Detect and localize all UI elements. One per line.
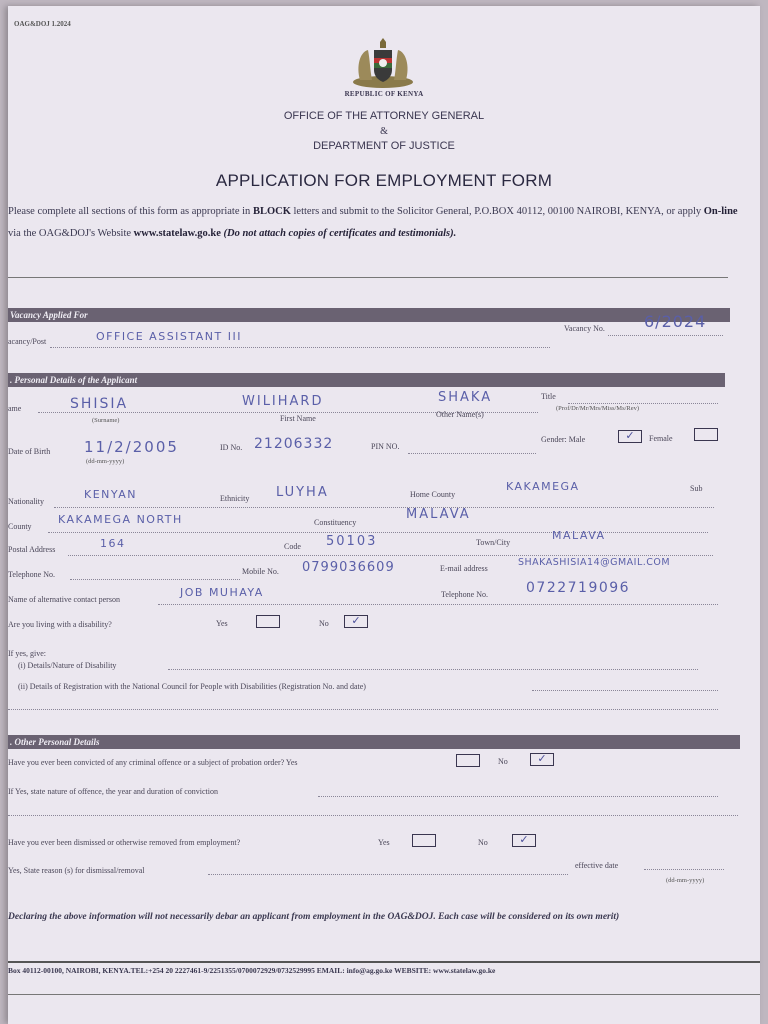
email-label: E-mail address [440,564,488,573]
gender-female-checkbox[interactable] [694,428,718,441]
id-no-label: ID No. [220,443,243,452]
county-label: County [8,522,32,531]
constituency-value[interactable]: MALAVA [406,507,471,522]
if-yes-label: If yes, give: [8,649,46,658]
title-caption: (Prof/Dr/Mr/Mrs/Miss/Ms/Rev) [556,405,640,412]
town-city-label: Town/City [476,538,511,547]
postal-code-value[interactable]: 50103 [326,534,378,549]
divider [8,277,728,278]
dismissal-yes-checkbox[interactable] [412,834,436,847]
first-name-value[interactable]: WILIHARD [242,394,324,409]
declaration-text: Declaring the above information will not necessarily debar an applicant from employment in the OAG&DOJ. Each case will be considered on its own merit) [8,912,620,922]
form-page [8,6,760,1024]
sub-county-label: Sub [690,484,703,493]
dob-label: Date of Birth [8,447,51,456]
other-names-value[interactable]: SHAKA [438,390,493,405]
vacancy-post-value[interactable]: OFFICE ASSISTANT III [96,330,242,343]
other-names-caption: Other Name(s) [436,410,484,419]
surname-caption: (Surname) [92,417,120,424]
office-ampersand: & [380,126,388,137]
footer-divider [8,961,760,963]
id-no-value[interactable]: 21206332 [254,436,334,452]
republic-heading: REPUBLIC OF KENYA [344,90,424,98]
dismissal-yes-label: Yes [378,838,390,847]
county-value[interactable]: KAKAMEGA NORTH [58,513,183,526]
first-name-caption: First Name [280,414,316,423]
footer-divider-bottom [8,994,760,995]
title-label: Title [541,392,556,401]
vacancy-no-label: Vacancy No. [564,324,605,333]
postal-address-value[interactable]: 164 [100,537,126,550]
coat-of-arms-icon [348,36,418,90]
alt-telephone-label: Telephone No. [441,590,488,599]
email-value[interactable]: SHAKASHISIA14@GMAIL.COM [518,557,671,568]
vacancy-post-label: acancy/Post [8,337,47,346]
conviction-question: Have you ever been convicted of any criminal offence or a subject of probation order? Yes [8,758,298,767]
dob-caption: (dd-mm-yyyy) [86,458,125,465]
disability-no-checkbox[interactable]: ✓ [344,615,368,628]
dismissal-no-label: No [478,838,488,847]
gender-female-label: Female [649,434,673,443]
home-county-value[interactable]: KAKAMEGA [506,480,580,493]
postal-address-label: Postal Address [8,545,56,554]
dob-value[interactable]: 11/2/2005 [84,438,179,456]
footer-contact: Box 40112-00100, NAIROBI, KENYA.TEL:+254 20 2227461-9/2251355/0700072929/0732529995 EMAIL: info@ag.go.ke WEBSITE: www.statelaw.go.ke [8,966,496,975]
offence-details-label: If Yes, state nature of offence, the year and duration of conviction [8,787,219,796]
conviction-yes-checkbox[interactable] [456,754,480,767]
ethnicity-label: Ethnicity [220,494,250,503]
mobile-value[interactable]: 0799036609 [302,560,395,575]
alt-contact-value[interactable]: JOB MUHAYA [180,586,264,599]
dismissal-reason-label: Yes, State reason (s) for dismissal/removal [8,866,145,875]
disability-question: Are you living with a disability? [8,620,112,629]
form-reference-code: OAG&DOJ 1.2024 [14,20,71,28]
office-heading: OFFICE OF THE ATTORNEY GENERAL [283,110,485,122]
name-label: ame [8,404,22,413]
alt-telephone-value[interactable]: 0722719096 [526,580,631,596]
disability-details-label: (i) Details/Nature of Disability [18,661,117,670]
form-instructions: Please complete all sections of this form as appropriate in BLOCK letters and submit to the Solicitor General, P.O.BOX 40112, 00100 NAIROBI, KENYA, or apply On-line via the OAG&DOJ's Website www.statelaw.go.ke (Do not attach copies of certificates and testimonials). [8,206,738,239]
section-vacancy-header: Vacancy Applied For [8,308,730,322]
alt-contact-label: Name of alternative contact person [8,595,120,604]
disability-yes-checkbox[interactable] [256,615,280,628]
nationality-label: Nationality [8,497,44,506]
nationality-value[interactable]: KENYAN [84,488,138,501]
mobile-label: Mobile No. [242,567,279,576]
dismissal-no-checkbox[interactable]: ✓ [512,834,536,847]
conviction-no-label: No [498,757,508,766]
surname-value[interactable]: SHISIA [70,396,129,412]
constituency-label: Constituency [314,518,357,527]
gender-male-label: Gender: Male [541,435,586,444]
conviction-no-checkbox[interactable]: ✓ [530,753,554,766]
dismissal-question: Have you ever been dismissed or otherwise removed from employment? [8,838,241,847]
postal-code-label: Code [284,542,301,551]
home-county-label: Home County [410,490,456,499]
pin-no-label: PIN NO. [371,442,400,451]
ethnicity-value[interactable]: LUYHA [276,485,329,500]
town-city-value[interactable]: MALAVA [552,529,606,542]
disability-no-label: No [319,619,329,628]
gender-male-checkbox[interactable]: ✓ [618,430,642,443]
vacancy-no-value[interactable]: 6/2024 [644,312,707,331]
telephone-label: Telephone No. [8,570,55,579]
effective-date-caption: (dd-mm-yyyy) [666,877,705,884]
department-heading: DEPARTMENT OF JUSTICE [313,140,455,152]
section-personal-details-header: . Personal Details of the Applicant [8,373,725,387]
section-other-details-header: . Other Personal Details [8,735,740,749]
effective-date-label: effective date [575,861,619,870]
disability-registration-label: (ii) Details of Registration with the National Council for People with Disabilities (Registration No. and date) [18,682,366,691]
form-title: APPLICATION FOR EMPLOYMENT FORM [215,171,553,190]
disability-yes-label: Yes [216,619,228,628]
